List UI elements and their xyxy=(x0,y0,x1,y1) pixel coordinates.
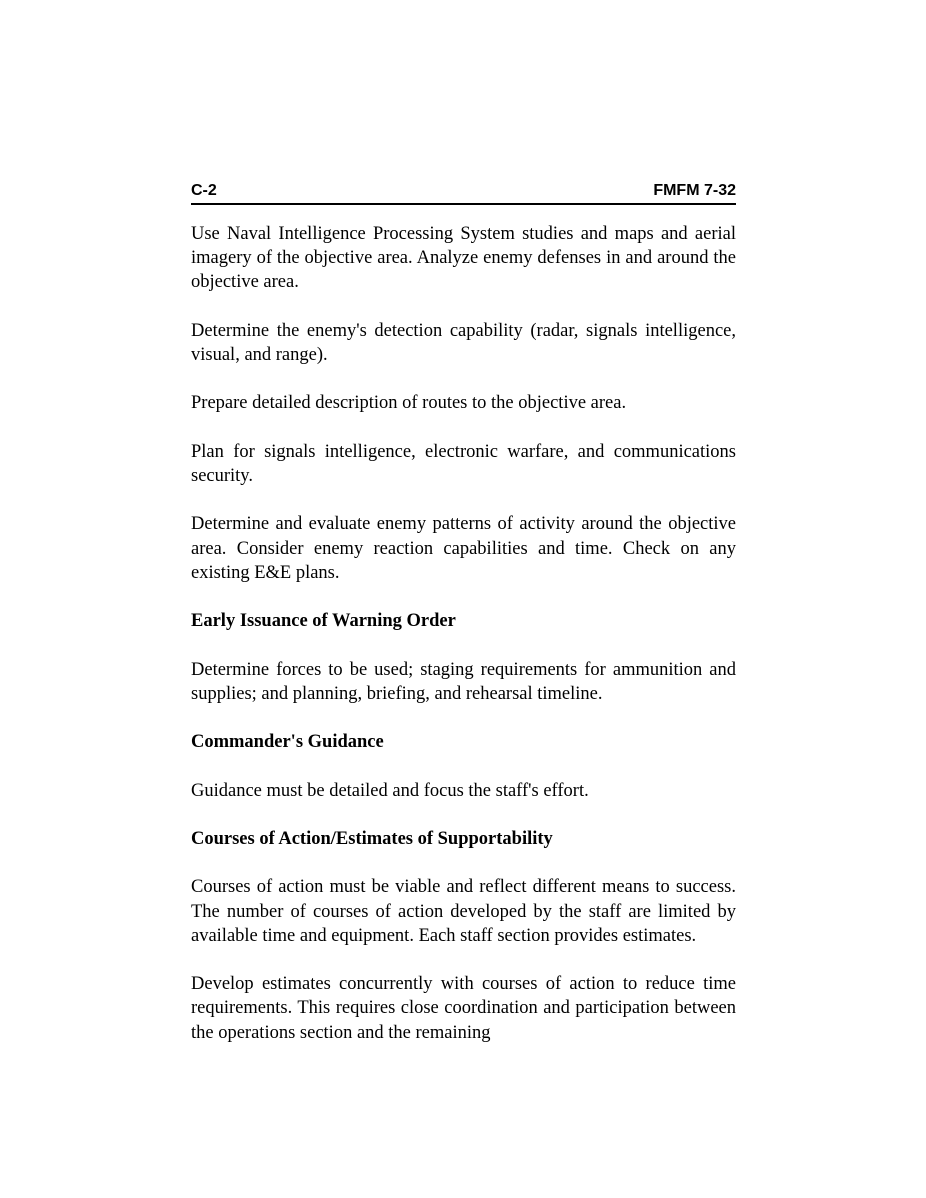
paragraph-forces: Determine forces to be used; staging requirements for ammunition and supplies; and planning, briefing, and rehearsal timeline. xyxy=(191,659,736,704)
paragraph-enemy-patterns: Determine and evaluate enemy patterns of activity around the objective area. Consider enemy reaction capabilities and time. Check on any existing E&E plans. xyxy=(191,514,736,583)
paragraph-courses-of-action: Courses of action must be viable and reflect different means to success. The number of courses of action developed by the staff are limited by available time and equipment. Each staff section provides estimates. xyxy=(191,877,736,946)
section-heading-commanders-guidance: Commander's Guidance xyxy=(191,732,384,753)
page-header xyxy=(191,181,736,205)
paragraph-intelligence-studies: Use Naval Intelligence Processing System studies and maps and aerial imagery of the objective area. Analyze enemy defenses in and around the objective area. xyxy=(191,224,736,293)
section-heading-warning-order: Early Issuance of Warning Order xyxy=(191,611,456,632)
section-heading-courses-of-action: Courses of Action/Estimates of Supportability xyxy=(191,828,553,849)
page-body xyxy=(191,222,736,1045)
paragraph-detection-capability: Determine the enemy's detection capability (radar, signals intelligence, visual, and range). xyxy=(191,320,736,365)
paragraph-guidance: Guidance must be detailed and focus the staff's effort. xyxy=(191,780,589,801)
paragraph-estimates: Develop estimates concurrently with courses of action to reduce time requirements. This requires close coordination and participation between the operations section and the remaining xyxy=(191,974,736,1043)
page-number: C-2 xyxy=(191,182,217,199)
paragraph-routes: Prepare detailed description of routes to the objective area. xyxy=(191,393,627,414)
manual-title: FMFM 7-32 xyxy=(653,182,736,199)
paragraph-signals-plan: Plan for signals intelligence, electronic warfare, and communications security. xyxy=(191,441,736,486)
